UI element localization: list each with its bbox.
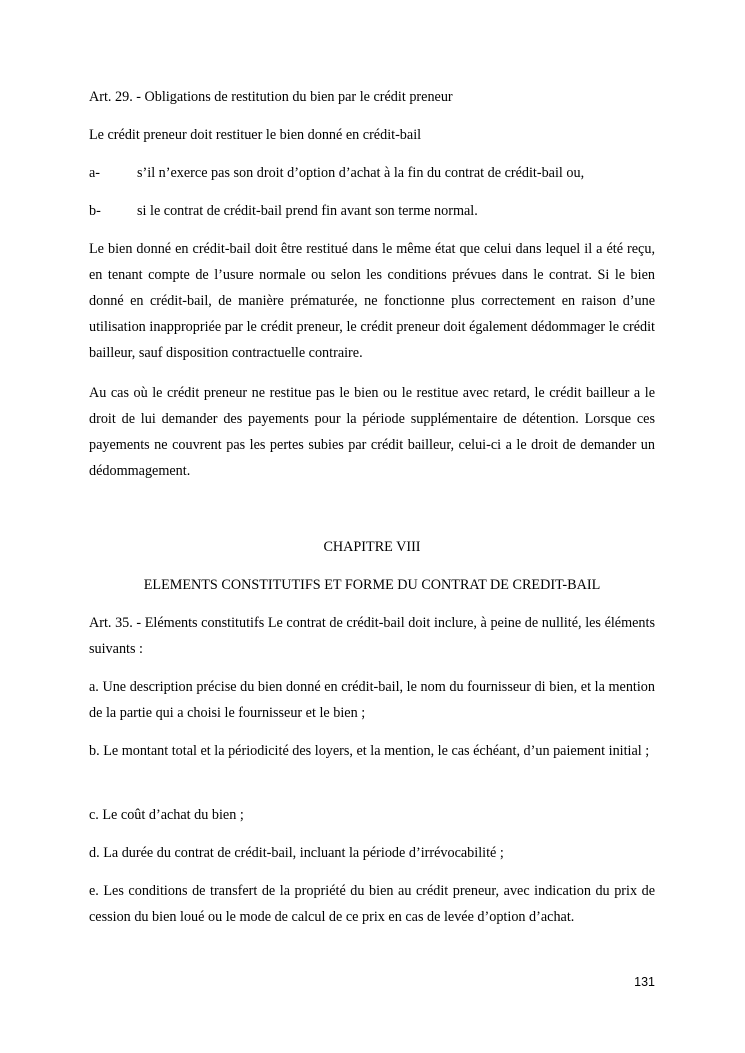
article-29-paragraph-retard: Au cas où le crédit preneur ne restitue pas le bien ou le restitue avec retard, le crédit bailleur a le droit de lui demander des payements pour la période supplémentaire de détention. Lorsque ces payements ne couvrent pas les pertes subies par crédit bailleur, celui-ci a le droit de demander un dédommagement.	[89, 385, 655, 479]
article-35-item-a: a. Une description précise du bien donné en crédit-bail, le nom du fournisseur di bien, et la mention de la partie qui a choisi le fournisseur et le bien ;	[89, 679, 655, 721]
list-marker: a-	[89, 165, 101, 181]
article-29-intro: Le crédit preneur doit restituer le bien donné en crédit-bail	[89, 127, 422, 143]
chapter-title: CHAPITRE VIII	[323, 539, 421, 555]
article-35-item-c: c. Le coût d’achat du bien ;	[89, 807, 244, 823]
list-marker: b-	[89, 203, 101, 219]
article-35-item-e: e. Les conditions de transfert de la propriété du bien au crédit preneur, avec indication du prix de cession du bien loué ou le mode de calcul de ce prix en cas de levée d’option d’achat.	[89, 883, 655, 925]
article-35-item-b: b. Le montant total et la périodicité des loyers, et la mention, le cas échéant, d’un paiement initial ;	[89, 743, 650, 759]
list-item-text: s’il n’exerce pas son droit d’option d’achat à la fin du contrat de crédit-bail ou,	[137, 165, 585, 181]
list-item-text: si le contrat de crédit-bail prend fin avant son terme normal.	[137, 203, 478, 219]
article-35-item-d: d. La durée du contrat de crédit-bail, incluant la période d’irrévocabilité ;	[89, 845, 504, 861]
article-29-heading: Art. 29. - Obligations de restitution du bien par le crédit preneur	[89, 89, 453, 105]
article-35-intro: Art. 35. - Eléments constitutifs Le contrat de crédit-bail doit inclure, à peine de nullité, les éléments suivants :	[89, 615, 655, 657]
article-29-paragraph-restitution: Le bien donné en crédit-bail doit être restitué dans le même état que celui dans lequel il a été reçu, en tenant compte de l’usure normale ou selon les conditions prévues dans le contrat. Si le bien donné en crédit-bail, de manière prématurée, ne fonctionne plus correctement en raison d’une utilisation inappropriée par le crédit preneur, le crédit preneur doit également dédommager le crédit bailleur, sauf disposition contractuelle contraire.	[89, 241, 655, 361]
page-number: 131	[634, 975, 655, 989]
chapter-subtitle: ELEMENTS CONSTITUTIFS ET FORME DU CONTRAT DE CREDIT-BAIL	[143, 577, 601, 593]
